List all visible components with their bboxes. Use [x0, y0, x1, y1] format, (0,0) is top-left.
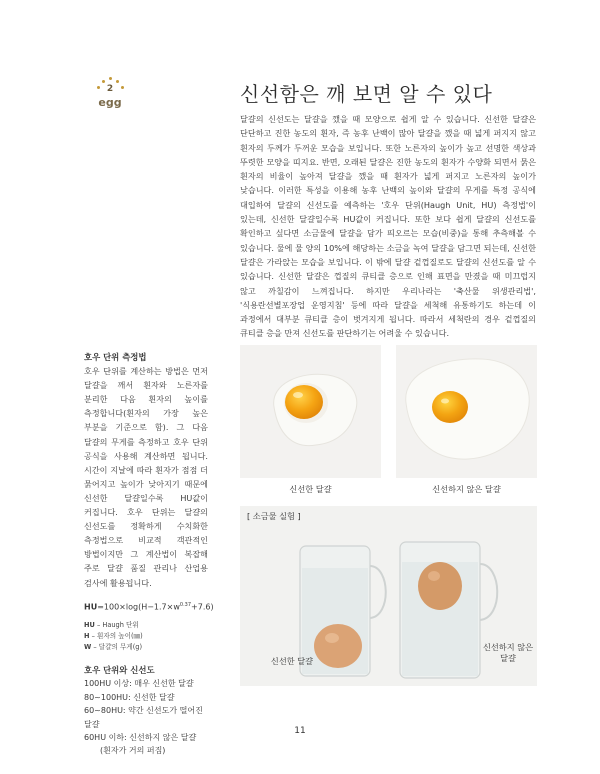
formula-label: HU	[84, 602, 98, 612]
formula-expression: =100×log(H−1.7×w	[97, 602, 180, 612]
grade-item-note: (흰자가 거의 퍼짐)	[100, 746, 166, 756]
sidebar-heading-freshness: 호우 단위와 신선도	[84, 665, 155, 676]
marker-dots	[90, 76, 130, 98]
sidebar-paragraph: 호우 단위를 계산하는 방법은 먼저 달걀을 깨서 흰자와 노른자를 분리한 다음 흰자의 높이를 측정합니다(흰자의 가장 높은 부분을 기준으로 함). 그 다음 달걀의 무게를 측정하고 호우 단위 공식을 사용해 계산하면 됩니다. 시간이 지날에 따라 흰자가 점점 더 묽어지고 높이가 낮아지기 때문에 신선한 달걀일수록 HU값이 커집니다. 호우 단위는 달걀의 신선도를 정확하게 수치화한 측정법으로 비교적 객관적인 방법이지만 그 계산법이 복잡해 주로 달걀 품질 관리나 산업용 검사에 활용됩니다.	[84, 366, 208, 588]
grade-item: 60HU 이하: 신선하지 않은 달걀	[84, 733, 197, 743]
chapter-number: 2	[106, 84, 114, 94]
sidebar	[84, 350, 214, 758]
formula-definition: HU – Haugh 단위	[84, 621, 139, 630]
caption-stale-egg: 신선하지 않은 달걀	[432, 484, 501, 494]
formula-definition: W – 달걀의 무게(g)	[84, 643, 143, 652]
chapter-marker	[90, 76, 130, 116]
formula-definition: H – 흰자의 높이(㎜)	[84, 632, 143, 641]
main-body-text: 달걀의 신선도는 달걀을 깼을 때 모양으로 쉽게 알 수 있습니다. 신선한 달걀은 단단하고 진한 농도의 흰자, 즉 농후 난백이 많아 달걀을 깼을 때 넓게 퍼지지 않고 흰자의 두께가 두꺼운 모습을 보입니다. 또한 노른자의 높이가 높고 선명한 색상과 뚜렷한 모양을 띠지요. 반면, 오래된 달걀은 진한 농도의 흰자가 수양화 되면서 묽은 흰자의 비율이 높아져 달걀을 깼을 때 흰자가 넓게 퍼지고 노른자의 높이가 낮습니다. 이러한 특성을 이용해 농후 난백의 높이와 달걀의 무게를 특정 공식에 대입하여 달걀의 신선도를 예측하는 '호우 단위(Haugh Unit, HU) 측정법'이 있는데, 신선한 달걀일수록 HU값이 커집니다. 또한 보다 쉽게 달걀의 신선도를 확인하고 싶다면 소금물에 달걀을 담가 띄오르는 모습(비중)을 통해 추측해볼 수 있습니다. 물에 물 양의 10%에 해당하는 소금을 녹여 달걀을 담그면 되는데, 신선한 달걀은 가라앉는 모습을 보입니다. 이 밖에 달걀 겉껍질로도 달걀의 신선도를 알 수 있습니다. 신선한 달걀은 껍질의 큐티클 층으로 인해 표면을 만졌을 때 미끄럽지 않고 까칠감이 느껴집니다. 하지만 우리나라는 '축산물 위생관리법', '식용란선별포장업 운영지침' 등에 따라 달걀을 세척해 유통하기도 하는데 이 과정에서 대부분 큐티클 층이 벗겨지게 됩니다. 따라서 세척란의 경우 겉껍질의 큐티클 층을 만져 신선도를 판단하기는 어려울 수 있습니다.	[240, 114, 536, 339]
experiment-label: [ 소금물 실험 ]	[247, 511, 301, 521]
grade-item: 60~80HU: 약간 신선도가 떨어진 달걀	[84, 706, 203, 729]
caption-exp-stale-egg: 신선하지 않은 달걀	[482, 642, 534, 663]
sidebar-heading-haugh-method: 호우 단위 측정법	[84, 352, 147, 362]
caption-fresh-egg: 신선한 달걀	[289, 484, 332, 494]
page-number: 11	[294, 726, 306, 736]
formula-tail: +7.6)	[191, 602, 214, 612]
caption-exp-fresh-egg: 신선한 달걀	[270, 656, 314, 666]
haugh-formula	[84, 598, 214, 615]
grade-item: 80~100HU: 신선한 달걀	[84, 692, 175, 702]
stale-egg-photo	[396, 345, 537, 478]
chapter-word: egg	[98, 96, 122, 109]
formula-exponent: 0.37	[179, 601, 192, 608]
grade-item: 100HU 이상: 매우 신선한 달걀	[84, 679, 194, 689]
page-title: 신선함은 깨 보면 알 수 있다	[240, 82, 493, 106]
fresh-egg-photo	[240, 345, 381, 478]
